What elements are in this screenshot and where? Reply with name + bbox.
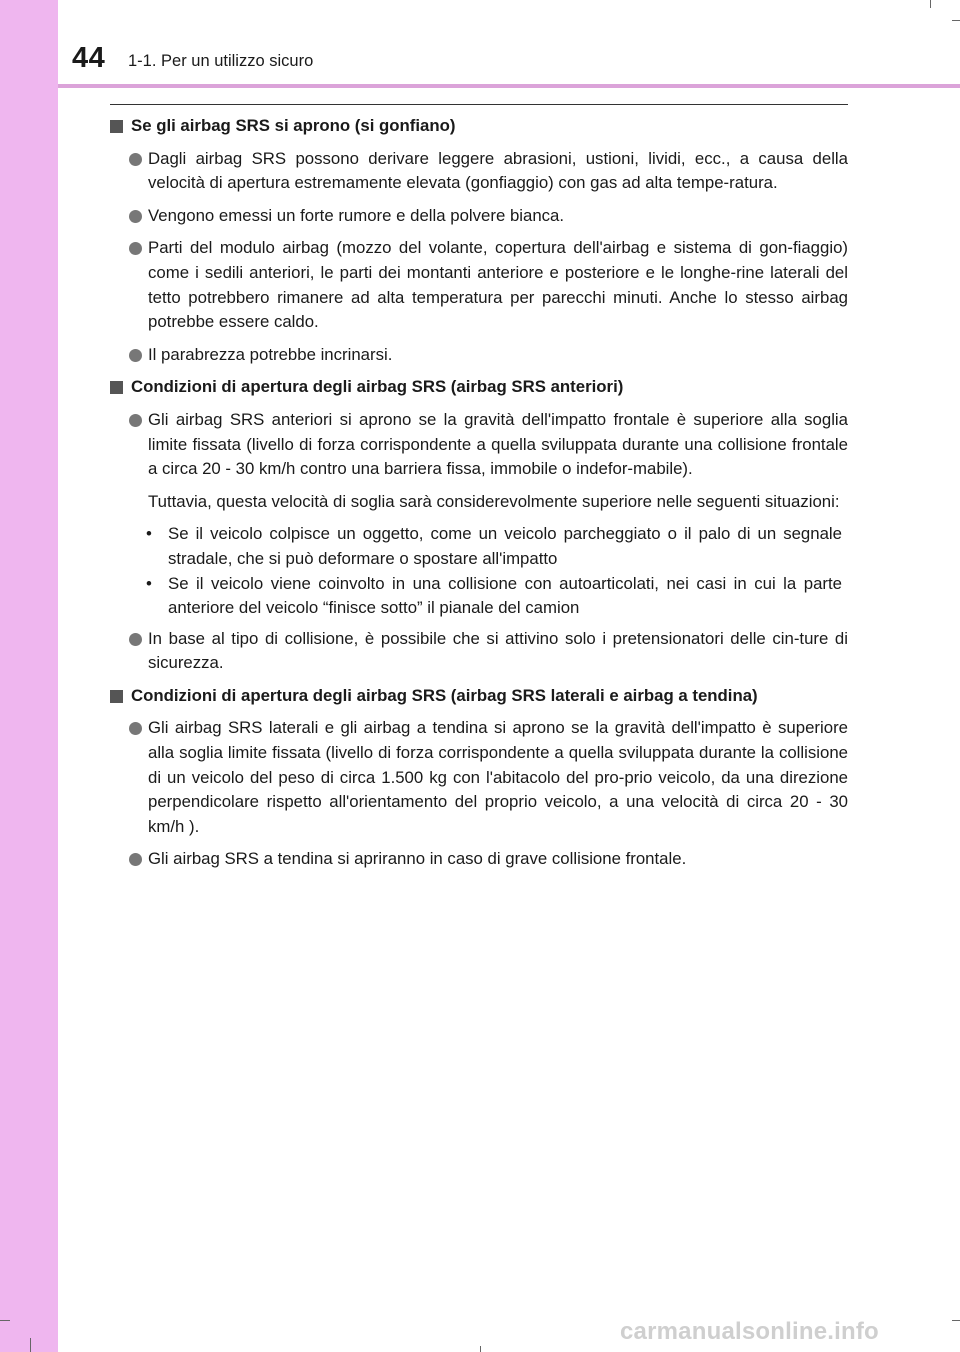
list-item-text: Il parabrezza potrebbe incrinarsi. bbox=[148, 344, 393, 364]
crop-mark bbox=[930, 0, 931, 8]
list-item bbox=[110, 204, 848, 229]
heading-text: Condizioni di apertura degli airbag SRS (airbag SRS anteriori) bbox=[131, 377, 624, 397]
dot-marker: • bbox=[146, 573, 152, 593]
square-bullet-icon bbox=[110, 381, 123, 394]
list-item-text: Dagli airbag SRS possono derivare leggere abrasioni, ustioni, lividi, ecc., a causa della velocità di apertura estremamente elevata (gonfiaggio) con gas ad alta tempe-ratura. bbox=[148, 148, 848, 193]
list-item bbox=[110, 408, 848, 482]
crop-mark bbox=[952, 1320, 960, 1321]
page-number: 44 bbox=[72, 42, 106, 74]
circle-bullet-icon bbox=[129, 349, 142, 362]
list-item bbox=[110, 236, 848, 334]
list-item-text: Gli airbag SRS anteriori si aprono se la gravità dell'impatto frontale è superiore alla soglia limite fissata (livello di forza corrispondente a quella sviluppata durante una collisione frontale a circa 20 - 30 km/h contro una barriera fissa, immobile o indefor-mabile). bbox=[148, 409, 848, 479]
list-item-text: Gli airbag SRS a tendina si apriranno in caso di grave collisione frontale. bbox=[148, 849, 687, 869]
header-rule bbox=[58, 84, 960, 88]
circle-bullet-icon bbox=[129, 722, 142, 735]
dot-marker: • bbox=[146, 524, 152, 544]
crop-mark bbox=[480, 1346, 481, 1352]
circle-bullet-icon bbox=[129, 153, 142, 166]
side-tab-strip bbox=[0, 0, 58, 1352]
heading-text: Condizioni di apertura degli airbag SRS (airbag SRS laterali e airbag a tendina) bbox=[131, 685, 758, 705]
sub-list-item bbox=[110, 522, 848, 571]
circle-bullet-icon bbox=[129, 242, 142, 255]
crop-mark bbox=[30, 1338, 31, 1352]
header-band bbox=[58, 0, 960, 84]
list-item-text: Vengono emessi un forte rumore e della polvere bianca. bbox=[148, 205, 565, 225]
circle-bullet-icon bbox=[129, 633, 142, 646]
list-item-text: Gli airbag SRS laterali e gli airbag a tendina si aprono se la gravità dell'impatto è superiore alla soglia limite fissata (livello di forza corrispondente a quella sviluppata durante la collisione di un veicolo del peso di circa 1.500 kg con l'abitacolo del pro-prio veicolo, da una direzione perpendicolare rispetto all'orientamento del proprio veicolo, a una velocità di circa 20 - 30 km/h ). bbox=[148, 718, 848, 836]
list-item bbox=[110, 847, 848, 872]
square-bullet-icon bbox=[110, 120, 123, 133]
heading-text: Se gli airbag SRS si aprono (si gonfiano) bbox=[131, 116, 456, 135]
heading-side-curtain-conditions bbox=[110, 684, 848, 709]
sub-list-item bbox=[110, 572, 848, 621]
sub-list-item-text: Se il veicolo viene coinvolto in una collisione con autoarticolati, nei casi in cui la parte anteriore del veicolo “finisce sotto” il pianale del camion bbox=[168, 573, 842, 618]
circle-bullet-icon bbox=[129, 210, 142, 223]
section-title: 1-1. Per un utilizzo sicuro bbox=[128, 52, 314, 70]
list-item bbox=[110, 343, 848, 368]
heading-front-airbag-conditions bbox=[110, 375, 848, 400]
crop-mark bbox=[952, 20, 960, 21]
crop-mark bbox=[0, 1320, 10, 1321]
list-item bbox=[110, 627, 848, 676]
content-top-rule bbox=[110, 104, 848, 105]
content-body bbox=[110, 114, 848, 880]
watermark-text: carmanualsonline.info bbox=[620, 1318, 879, 1345]
paragraph: Tuttavia, questa velocità di soglia sarà considerevolmente superiore nelle seguenti situazioni: bbox=[148, 491, 840, 511]
list-item-text: In base al tipo di collisione, è possibile che si attivino solo i pretensionatori delle cin-ture di sicurezza. bbox=[148, 628, 848, 673]
square-bullet-icon bbox=[110, 690, 123, 703]
heading-airbag-open bbox=[110, 114, 848, 139]
list-item-text: Parti del modulo airbag (mozzo del volante, copertura dell'airbag e sistema di gon-fiaggio) come i sedili anteriori, le parti dei montanti anteriore e posteriore e le longhe-rine laterali del tetto potrebbero rimanere ad alta temperatura per parecchi minuti. Anche lo stesso airbag potrebbe essere caldo. bbox=[148, 238, 848, 332]
circle-bullet-icon bbox=[129, 414, 142, 427]
sub-list-item-text: Se il veicolo colpisce un oggetto, come un veicolo parcheggiato o il palo di un segnale stradale, che si può deformare o spostare all'impatto bbox=[168, 524, 842, 568]
circle-bullet-icon bbox=[129, 853, 142, 866]
list-item bbox=[110, 147, 848, 196]
list-item bbox=[110, 716, 848, 839]
